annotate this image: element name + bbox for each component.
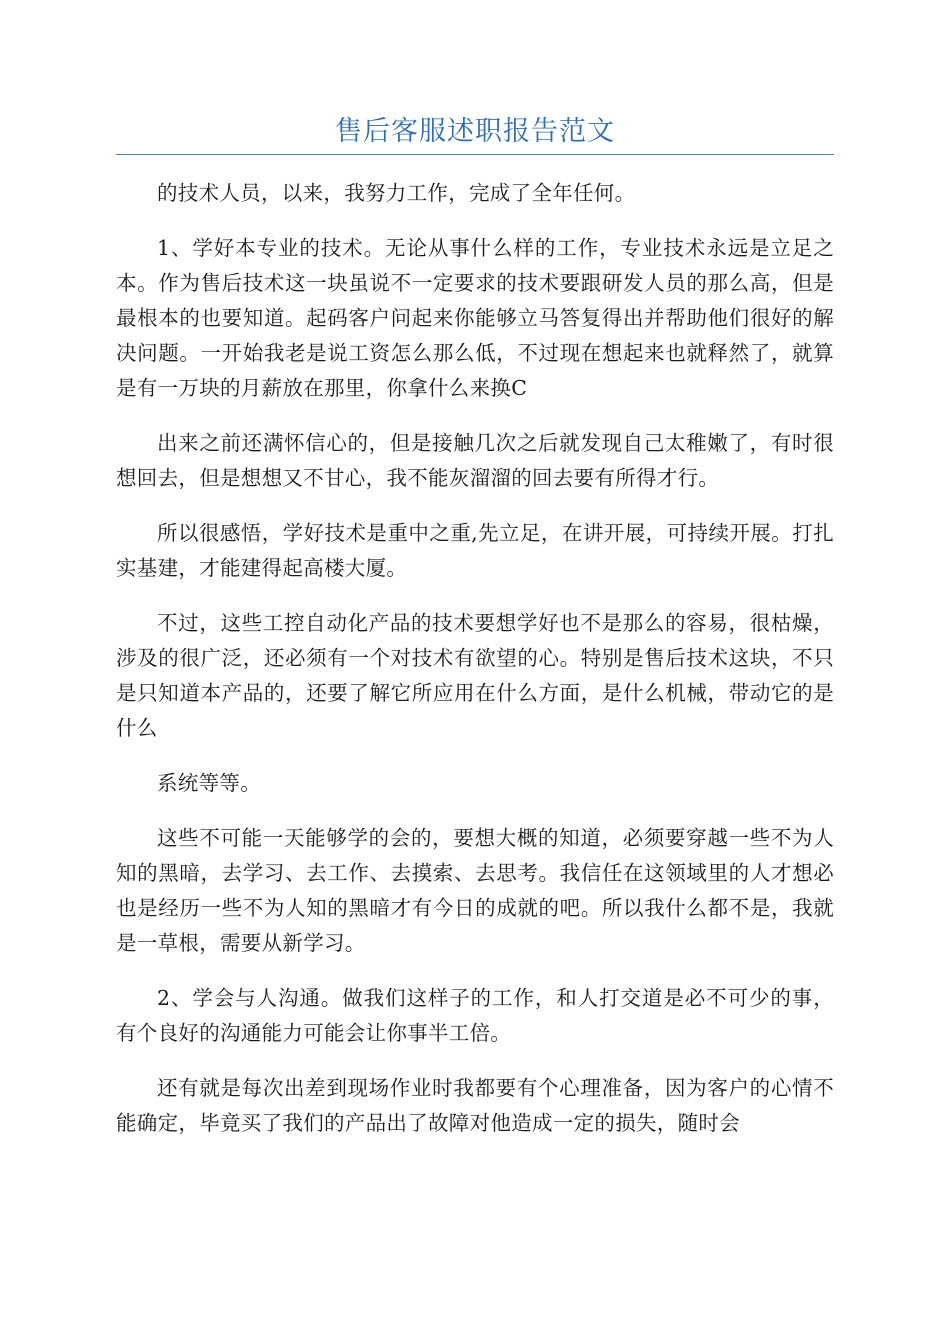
- paragraph: 1、学好本专业的技术。无论从事什么样的工作，专业技术永远是立足之本。作为售后技术这一块虽说不一定要求的技术要跟研发人员的那么高，但是最根本的也要知道。起码客户问起来你能够立马答复得出并帮助他们很好的解决问题。一开始我老是说工资怎么那么低，不过现在想起来也就释然了，就算是有一万块的月薪放在那里，你拿什么来换C: [116, 236, 834, 400]
- paragraph: 出来之前还满怀信心的，但是接触几次之后就发现自己太稚嫩了，有时很想回去，但是想想又不甘心，我不能灰溜溜的回去要有所得才行。: [116, 431, 834, 490]
- paragraph: 2、学会与人沟通。做我们这样子的工作，和人打交道是必不可少的事，有个良好的沟通能力可能会让你事半工倍。: [116, 986, 834, 1045]
- document-title: 售后客服述职报告范文: [335, 116, 615, 147]
- paragraph: 系统等等。: [157, 771, 261, 795]
- title-underline: [116, 154, 834, 155]
- paragraph: 这些不可能一天能够学的会的，要想大概的知道，必须要穿越一些不为人知的黑暗，去学习、去工作、去摸索、去思考。我信任在这领域里的人才想必也是经历一些不为人知的黑暗才有今日的成就的吧。所以我什么都不是，我就是一草根，需要从新学习。: [116, 826, 834, 955]
- paragraph: 所以很感悟，学好技术是重中之重,先立足，在讲开展，可持续开展。打扎实基建，才能建得起高楼大厦。: [116, 521, 834, 580]
- paragraph: 的技术人员，以来，我努力工作，完成了全年任何。: [157, 181, 636, 205]
- paragraph: 还有就是每次出差到现场作业时我都要有个心理准备，因为客户的心情不能确定，毕竟买了我们的产品出了故障对他造成一定的损失，随时会: [116, 1076, 834, 1135]
- document-body: [116, 176, 834, 1161]
- paragraph: 不过，这些工控自动化产品的技术要想学好也不是那么的容易，很枯燥，涉及的很广泛，还必须有一个对技术有欲望的心。特别是售后技术这块，不只是只知道本产品的，还要了解它所应用在什么方面，是什么机械，带动它的是什么: [116, 611, 834, 740]
